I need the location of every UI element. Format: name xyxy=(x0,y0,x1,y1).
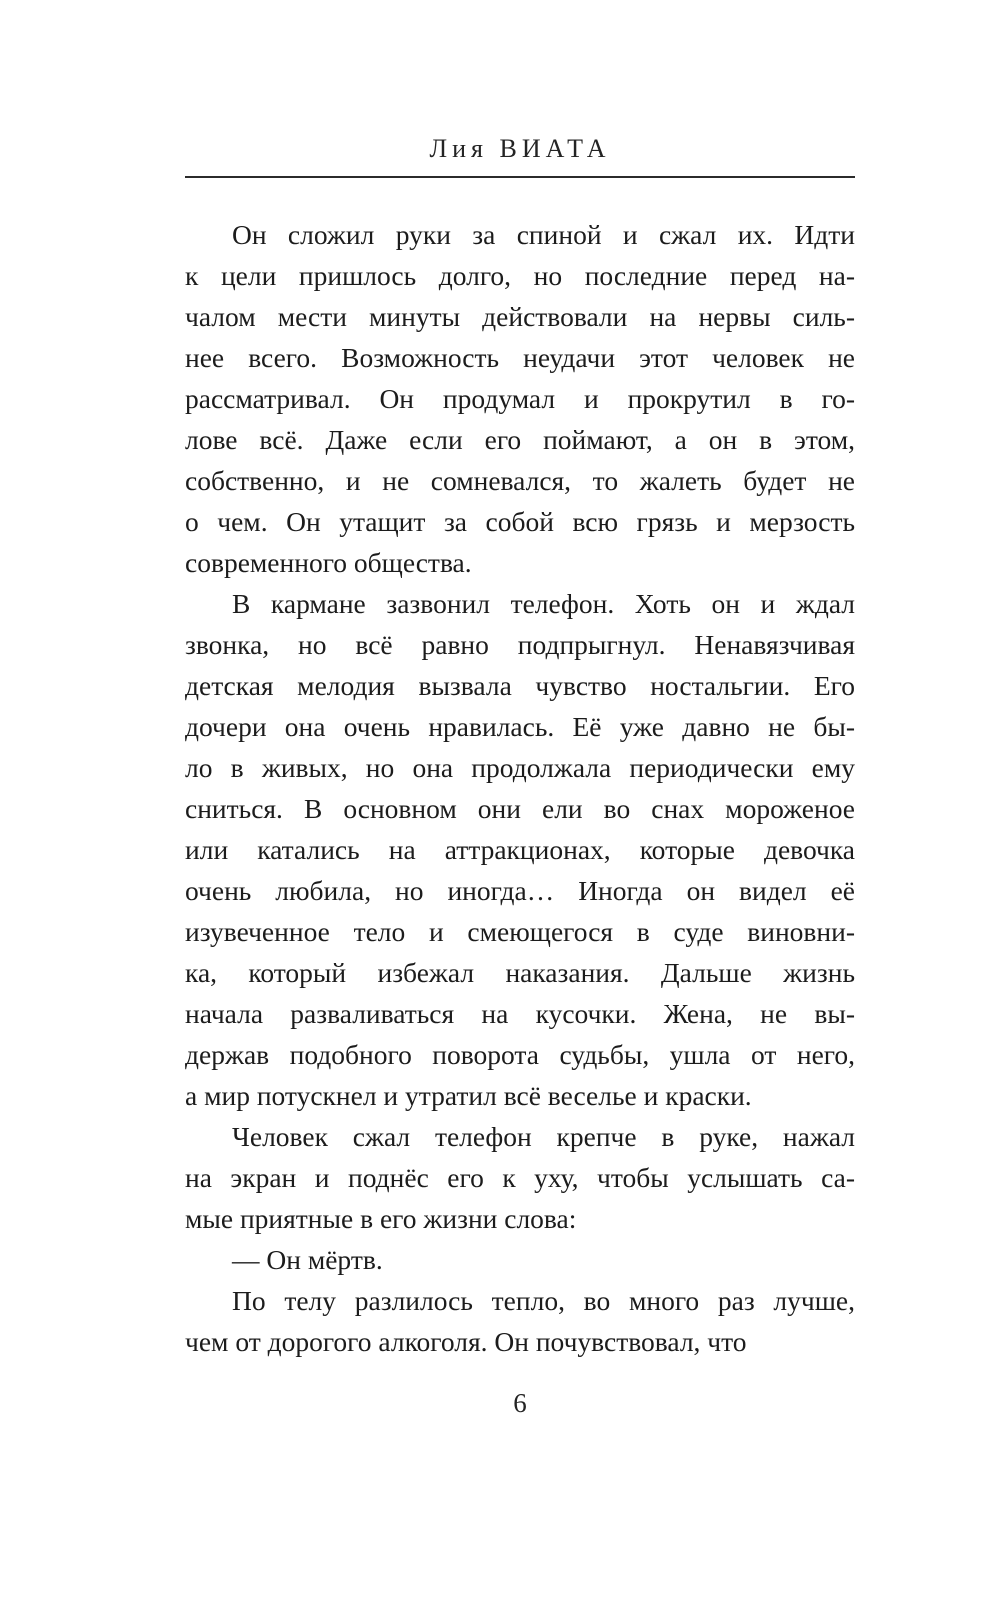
paragraph xyxy=(185,1239,855,1280)
text-line: чалом мести минуты действовали на нервы силь- xyxy=(185,301,855,332)
page-number: 6 xyxy=(513,1388,527,1418)
text-line: о чем. Он утащит за собой всю грязь и мерзость xyxy=(185,506,855,537)
text-line: или катались на аттракционах, которые девочка xyxy=(185,834,855,865)
text-line: Он сложил руки за спиной и сжал их. Идти xyxy=(232,219,855,250)
text-line: изувеченное тело и смеющегося в суде виновни- xyxy=(185,916,855,947)
paragraph xyxy=(185,1116,855,1239)
paragraph xyxy=(185,583,855,1116)
text-line: очень любила, но иногда… Иногда он видел её xyxy=(185,875,855,906)
text-line: В кармане зазвонил телефон. Хоть он и ждал xyxy=(232,588,855,619)
text-line: собственно, и не сомневался, то жалеть будет не xyxy=(185,465,855,496)
text-line: современного общества. xyxy=(185,547,472,578)
text-line: нее всего. Возможность неудачи этот человек не xyxy=(185,342,855,373)
paragraph xyxy=(185,1280,855,1362)
text-line: ло в живых, но она продолжала периодически ему xyxy=(185,752,855,783)
text-line: детская мелодия вызвала чувство ностальгии. Его xyxy=(185,670,855,701)
text-line: а мир потускнел и утратил всё веселье и краски. xyxy=(185,1080,752,1111)
text-line: чем от дорогого алкоголя. Он почувствовал, что xyxy=(185,1326,747,1357)
text-line: сниться. В основном они ели во снах мороженое xyxy=(185,793,855,824)
text-line: ка, который избежал наказания. Дальше жизнь xyxy=(185,957,855,988)
text-line: мые приятные в его жизни слова: xyxy=(185,1203,577,1234)
running-header: Лия ВИАТА xyxy=(429,134,611,163)
text-line: звонка, но всё равно подпрыгнул. Ненавязчивая xyxy=(185,629,855,660)
text-line: начала разваливаться на кусочки. Жена, не вы- xyxy=(185,998,855,1029)
text-line: — Он мёртв. xyxy=(232,1244,383,1275)
text-line: к цели пришлось долго, но последние перед на- xyxy=(185,260,855,291)
text-line: держав подобного поворота судьбы, ушла от него, xyxy=(185,1039,855,1070)
body-text xyxy=(185,214,855,1362)
text-line: рассматривал. Он продумал и прокрутил в го- xyxy=(185,383,855,414)
paragraph xyxy=(185,214,855,583)
header-rule xyxy=(185,176,855,178)
text-line: дочери она очень нравилась. Её уже давно не бы- xyxy=(185,711,855,742)
text-line: на экран и поднёс его к уху, чтобы услышать са- xyxy=(185,1162,855,1193)
text-line: Человек сжал телефон крепче в руке, нажал xyxy=(232,1121,855,1152)
text-line: лове всё. Даже если его поймают, а он в этом, xyxy=(185,424,855,455)
text-line: По телу разлилось тепло, во много раз лучше, xyxy=(232,1285,855,1316)
